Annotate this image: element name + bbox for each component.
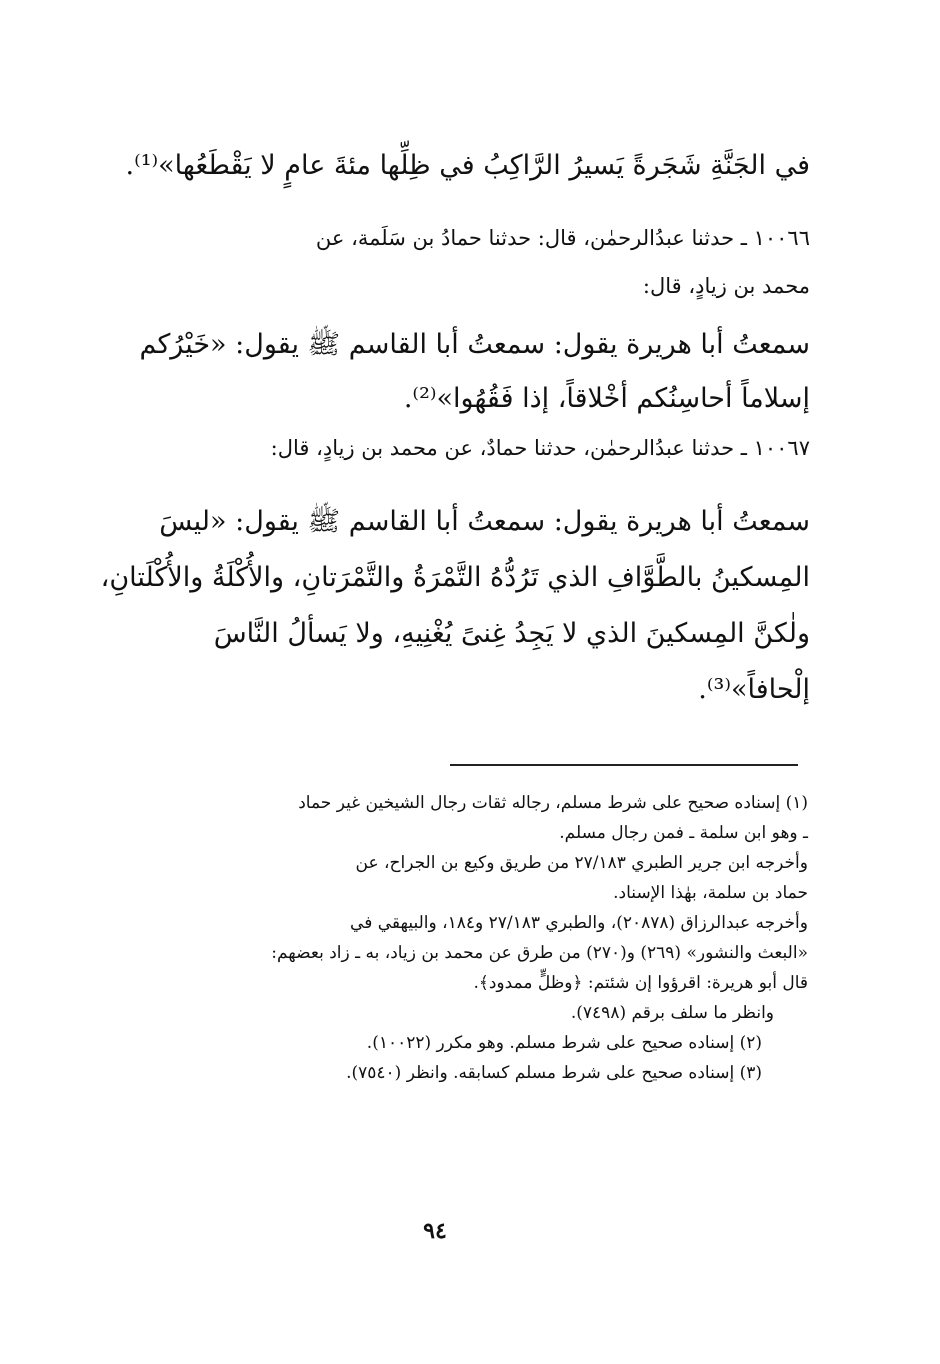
text-line: ١٠٠٦٧ ـ حدثنا عبدُالرحمٰن، حدثنا حمادٌ، عن محمد بن زيادٍ، قال: <box>270 436 810 460</box>
isnad-10067 <box>100 436 810 460</box>
text-line: إلْحافاً»⁽³⁾. <box>698 674 810 705</box>
footnote-line: وأخرجه عبدالرزاق (٢٠٨٧٨)، والطبري ٢٧/١٨٣ و١٨٤، والبيهقي في <box>350 913 808 933</box>
footnote-line: (٣) إسناده صحيح على شرط مسلم كسابقه. وانظر (٧٥٤٠). <box>346 1063 762 1083</box>
footnote-line: قال أبو هريرة: اقرؤوا إن شئتم: ﴿وظلٍّ ممدود﴾. <box>473 973 808 993</box>
footnote-line: وأخرجه ابن جرير الطبري ٢٧/١٨٣ من طريق وكيع بن الجراح، عن <box>355 853 808 873</box>
text-line: ولٰكنَّ المِسكينَ الذي لا يَجِدُ غِنىً يُغْنِيهِ، ولا يَسألُ النَّاسَ <box>213 618 810 649</box>
footnote-line: حماد بن سلمة، بهٰذا الإسناد. <box>613 883 808 903</box>
footnote-line: وانظر ما سلف برقم (٧٤٩٨). <box>570 1003 774 1023</box>
footnote-line: ـ وهو ابن سلمة ـ فمن رجال مسلم. <box>559 823 808 843</box>
footnotes <box>96 788 808 1088</box>
hadith-10066 <box>100 318 810 426</box>
text-line: سمعتُ أبا هريرة يقول: سمعتُ أبا القاسم ﷺ يقول: «ليسَ <box>159 506 810 537</box>
isnad-10066 <box>100 214 810 310</box>
hadith-10067 <box>100 494 810 718</box>
text-line: محمد بن زيادٍ، قال: <box>642 274 810 298</box>
footnote-line: (٢) إسناده صحيح على شرط مسلم. وهو مكرر (١٠٠٢٢). <box>366 1033 762 1053</box>
hadith-10065-end <box>100 150 810 181</box>
footnote-line: «البعث والنشور» (٢٦٩) و(٢٧٠) من طرق عن محمد بن زياد، به ـ زاد بعضهم: <box>271 943 808 963</box>
text-line: في الجَنَّةِ شَجَرةً يَسيرُ الرَّاكِبُ في ظِلِّها مئةَ عامٍ لا يَقْطَعُها»⁽¹⁾. <box>125 150 810 181</box>
page-number: ٩٤ <box>423 1218 447 1244</box>
footnote-line: (١) إسناده صحيح على شرط مسلم، رجاله ثقات رجال الشيخين غير حماد <box>298 793 808 813</box>
text-line: سمعتُ أبا هريرة يقول: سمعتُ أبا القاسم ﷺ يقول: «خَيْرُكم <box>139 329 810 360</box>
footnote-divider <box>450 764 798 766</box>
text-line: ١٠٠٦٦ ـ حدثنا عبدُالرحمٰن، قال: حدثنا حمادُ بن سَلَمة، عن <box>315 226 810 250</box>
text-line: المِسكينُ بالطَّوَّافِ الذي تَرُدُّهُ التَّمْرَةُ والتَّمْرَتانِ، والأُكْلَةُ والأُكْلَتانِ، <box>100 562 810 593</box>
text-line: إسلاماً أحاسِنُكم أخْلاقاً، إذا فَقُهُوا»⁽²⁾. <box>403 383 810 414</box>
